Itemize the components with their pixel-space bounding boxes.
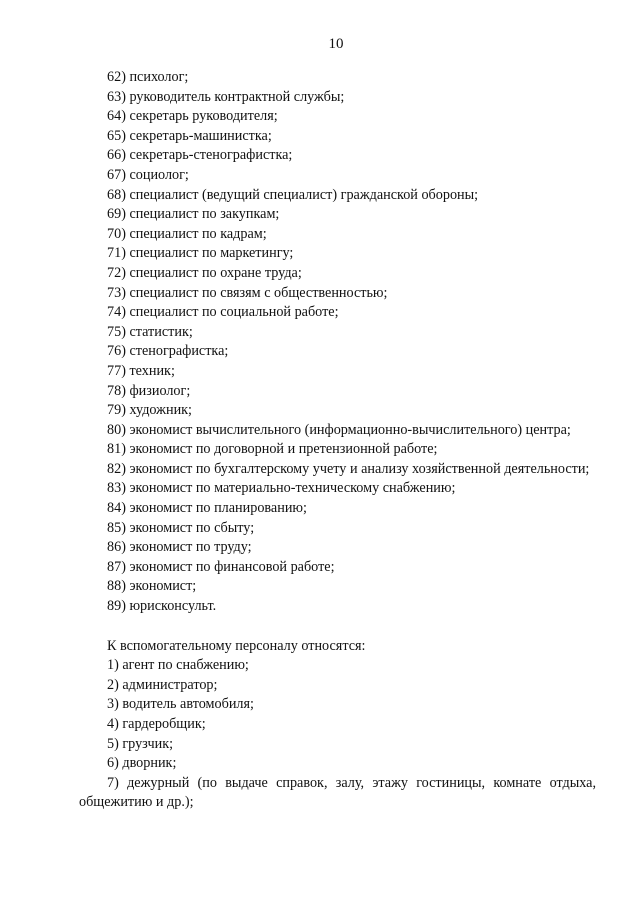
list-item: 3) водитель автомобиля;: [107, 696, 254, 713]
list-item: 73) специалист по связям с общественностью;: [107, 284, 388, 301]
document-body: [79, 68, 596, 813]
list-item: 78) физиолог;: [107, 382, 191, 399]
list-item: 82) экономист по бухгалтерскому учету и анализу хозяйственной деятельности;: [107, 460, 590, 477]
list-item: 88) экономист;: [107, 578, 197, 595]
list-item: 74) специалист по социальной работе;: [107, 304, 339, 321]
list-item: 86) экономист по труду;: [107, 539, 252, 556]
list-item: 69) специалист по закупкам;: [107, 206, 280, 223]
list-item: 83) экономист по материально-техническому снабжению;: [107, 480, 456, 497]
list-item: 89) юрисконсульт.: [107, 598, 217, 615]
list-item: 6) дворник;: [107, 755, 177, 772]
list-item: 7) дежурный (по выдаче справок, залу, этажу гостиницы, комнате отдыха, общежитию и др.);: [79, 774, 596, 811]
list-item: 87) экономист по финансовой работе;: [107, 558, 335, 575]
list-item: 4) гардеробщик;: [107, 716, 206, 732]
list-item: 1) агент по снабжению;: [107, 657, 249, 674]
list-item: 62) психолог;: [107, 69, 189, 85]
list-item: 84) экономист по планированию;: [107, 500, 307, 517]
list-item: 72) специалист по охране труда;: [107, 264, 302, 281]
list-item: 64) секретарь руководителя;: [107, 108, 278, 125]
section-heading: К вспомогательному персоналу относятся:: [107, 637, 366, 654]
list-item: 81) экономист по договорной и претензионной работе;: [107, 441, 438, 458]
list-item: 71) специалист по маркетингу;: [107, 245, 294, 262]
list-item: 70) специалист по кадрам;: [107, 225, 267, 242]
list-item: 66) секретарь-стенографистка;: [107, 147, 293, 164]
list-item: 68) специалист (ведущий специалист) гражданской обороны;: [107, 186, 479, 203]
list-item: 80) экономист вычислительного (информационно-вычислительного) центра;: [107, 421, 571, 438]
list-item: 79) художник;: [107, 402, 192, 419]
paragraph-spacer: [79, 617, 596, 637]
page-number: 10: [328, 36, 344, 52]
list-item: 76) стенографистка;: [107, 343, 229, 360]
list-item: 75) статистик;: [107, 323, 193, 340]
list-item: 2) администратор;: [107, 676, 218, 693]
list-item: 77) техник;: [107, 362, 175, 379]
list-item: 67) социолог;: [107, 166, 189, 183]
list-item: 5) грузчик;: [107, 735, 174, 752]
list-item: 65) секретарь-машинистка;: [107, 127, 272, 144]
list-item: 63) руководитель контрактной службы;: [107, 88, 345, 105]
list-item: 85) экономист по сбыту;: [107, 519, 255, 536]
